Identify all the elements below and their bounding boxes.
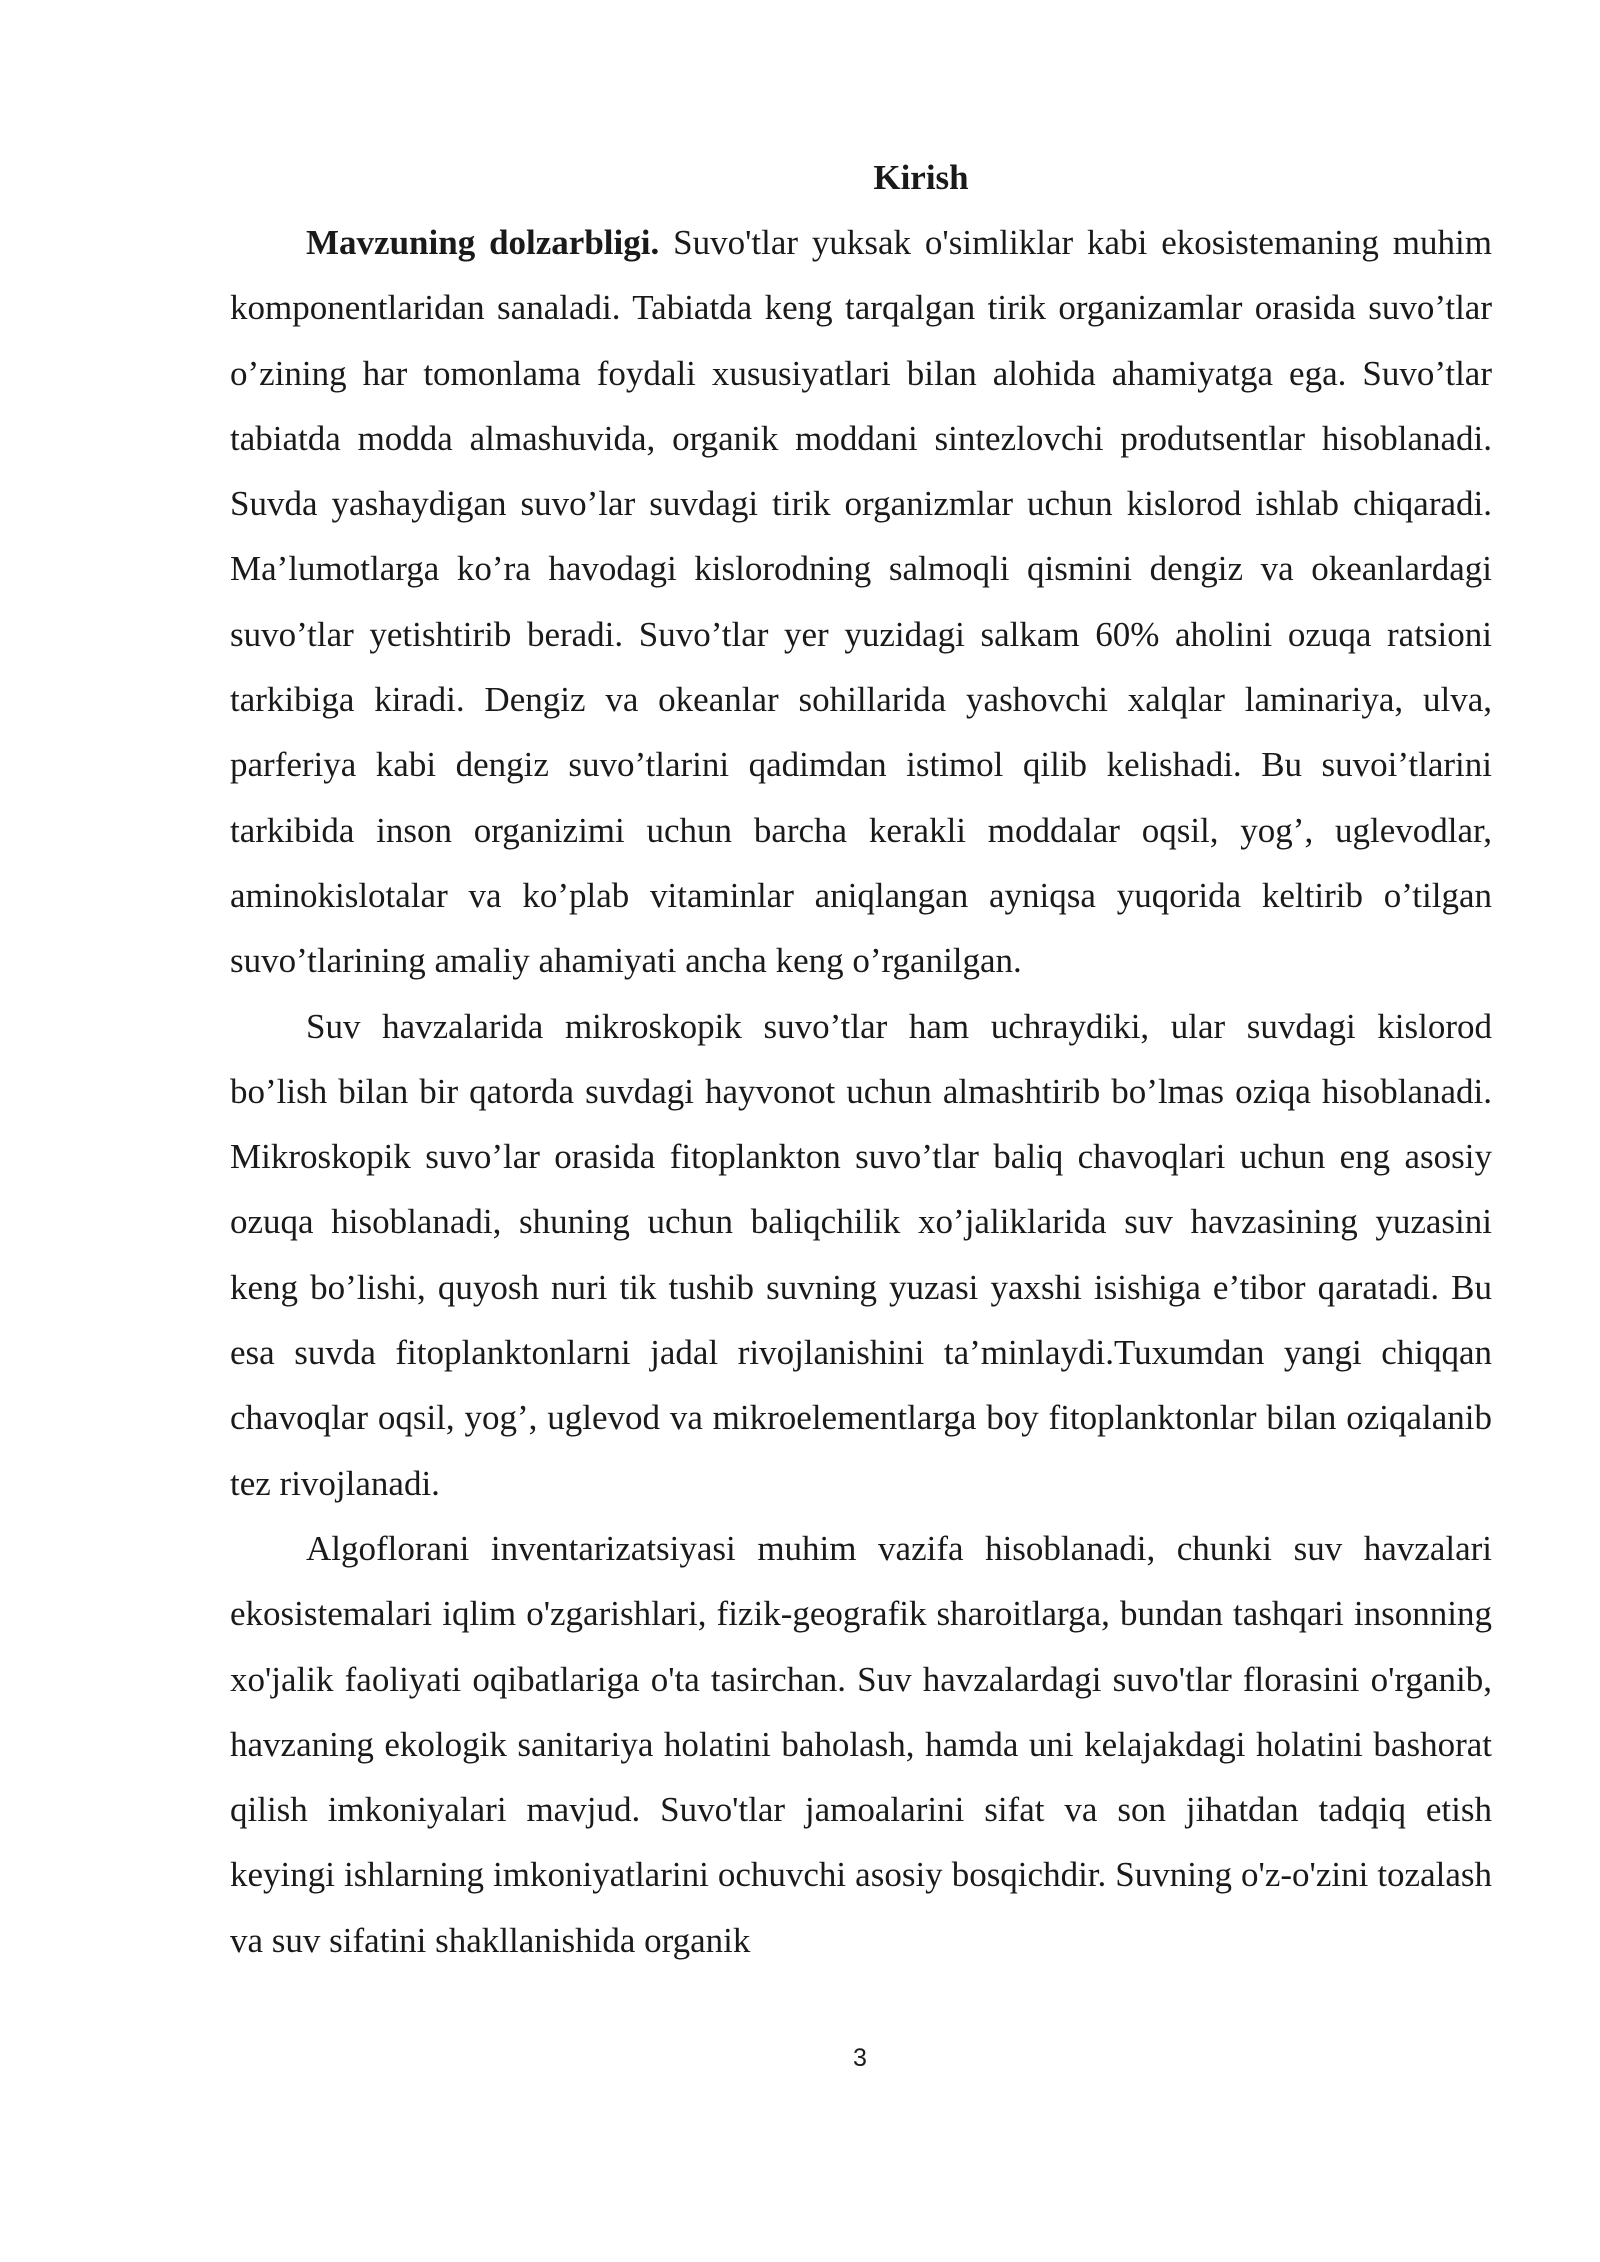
paragraph-algoflora-inventory [230, 1516, 1492, 1973]
paragraph-relevance [230, 210, 1492, 994]
paragraph-lead: Mavzuning dolzarbligi. [306, 223, 660, 262]
page-title: Kirish [873, 158, 969, 197]
page-body [230, 145, 1492, 1973]
paragraph-microscopic-algae [230, 994, 1492, 1516]
paragraph-text: Suvo'tlar yuksak o'simliklar kabi ekosistemaning muhim komponentlaridan sanaladi. Tabiatda keng tarqalgan tirik organizamlar orasida suvo’tlar o’zining har tomonlama foydali xususiyatlari bilan alohida ahamiyatga ega. Suvo’tlar tabiatda modda almashuvida, organik moddani sintezlovchi produtsentlar hisoblanadi. Suvda yashaydigan suvo’lar suvdagi tirik organizmlar uchun kislorod ishlab chiqaradi. Ma’lumotlarga ko’ra havodagi kislorodning salmoqli qismini dengiz va okeanlardagi suvo’tlar yetishtirib beradi. Suvo’tlar yer yuzidagi salkam 60% aholini ozuqa ratsioni tarkibiga kiradi. Dengiz va okeanlar sohillarida yashovchi xalqlar laminariya, ulva, parferiya kabi dengiz suvo’tlarini qadimdan istimol qilib kelishadi. Bu suvoi’tlarini tarkibida inson organizimi uchun barcha kerakli moddalar oqsil, yog’, uglevodlar, aminokislotalar va ko’plab vitaminlar aniqlangan ayniqsa yuqorida keltirib o’tilgan suvo’tlarining amaliy ahamiyati ancha keng o’rganilgan. [230, 223, 1492, 981]
paragraph-text: Suv havzalarida mikroskopik suvo’tlar ham uchraydiki, ular suvdagi kislorod bo’lish bilan bir qatorda suvdagi hayvonot uchun almashtirib bo’lmas oziqa hisoblanadi. Mikroskopik suvo’lar orasida fitoplankton suvo’tlar baliq chavoqlari uchun eng asosiy ozuqa hisoblanadi, shuning uchun baliqchilik xo’jaliklarida suv havzasining yuzasini keng bo’lishi, quyosh nuri tik tushib suvning yuzasi yaxshi isishiga e’tibor qaratadi. Bu esa suvda fitoplanktonlarni jadal rivojlanishini ta’minlaydi.Tuxumdan yangi chiqqan chavoqlar oqsil, yog’, uglevod va mikroelementlarga boy fitoplanktonlar bilan oziqalanib tez rivojlanadi. [230, 1006, 1492, 1503]
page-number: 3 [853, 2044, 867, 2072]
paragraph-text: Algoflorani inventarizatsiyasi muhim vazifa hisoblanadi, chunki suv havzalari ekosistemalari iqlim o'zgarishlari, fizik-geografik sharoitlarga, bundan tashqari insonning xo'jalik faoliyati oqibatlariga o'ta tasirchan. Suv havzalardagi suvo'tlar florasini o'rganib, havzaning ekologik sanitariya holatini baholash, hamda uni kelajakdagi holatini bashorat qilish imkoniyalari mavjud. Suvo'tlar jamoalarini sifat va son jihatdan tadqiq etish keyingi ishlarning imkoniyatlarini ochuvchi asosiy bosqichdir. Suvning o'z-o'zini tozalash va suv sifatini shakllanishida organik [230, 1528, 1492, 1960]
